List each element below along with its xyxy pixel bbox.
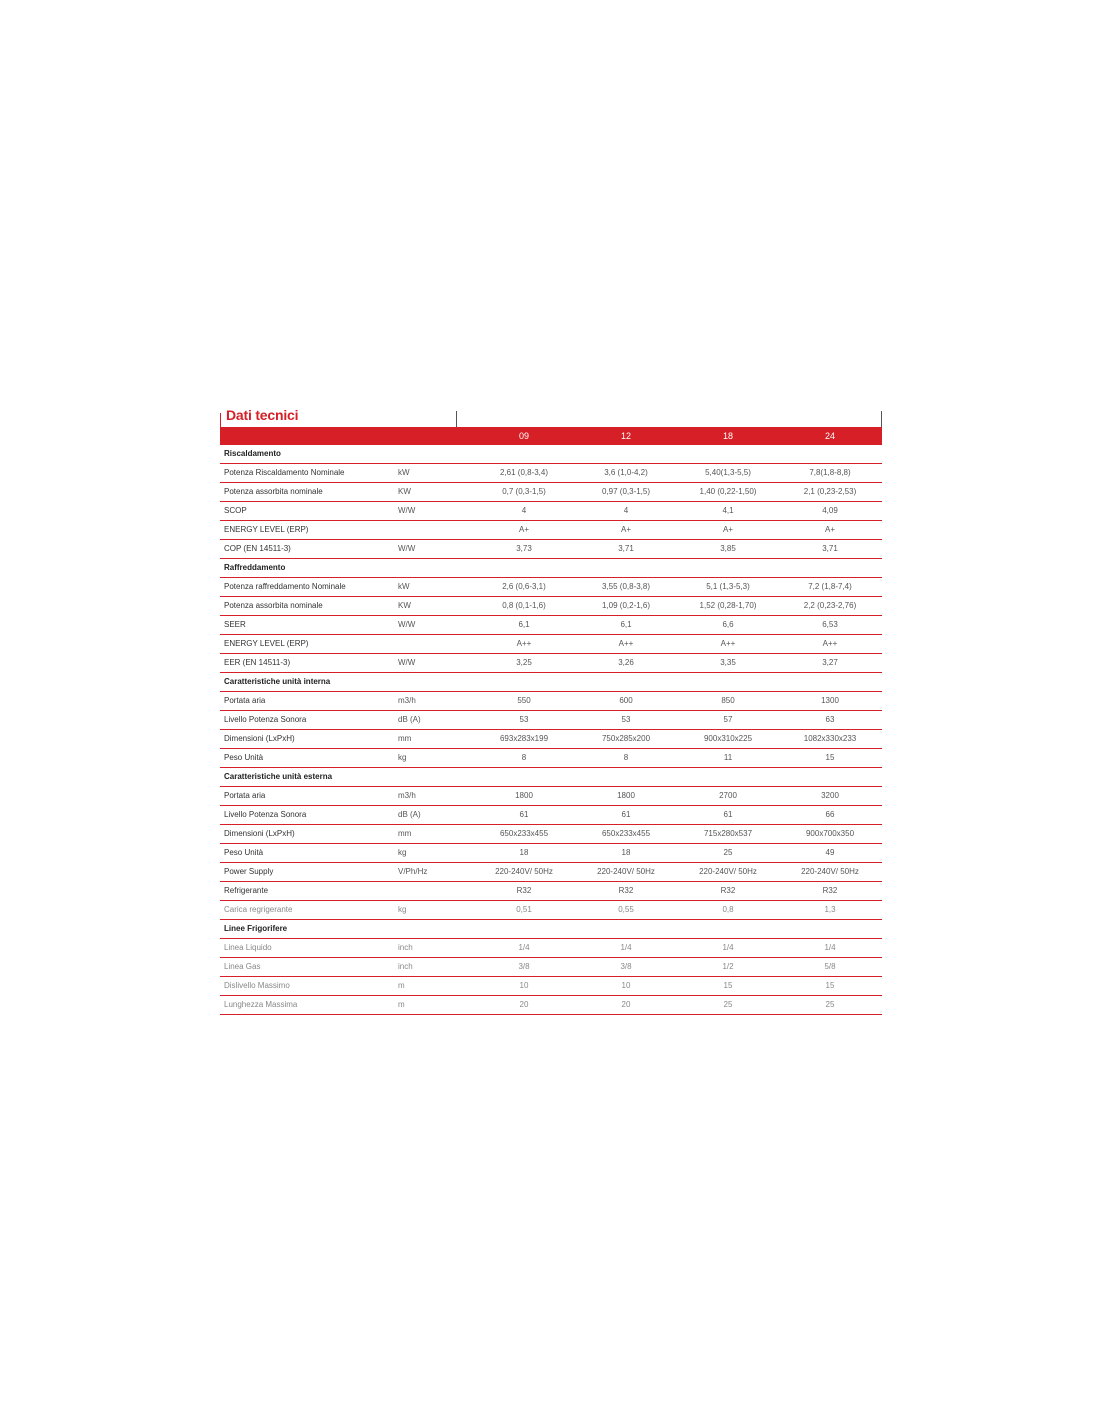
table-row [220,844,882,863]
row-value-18: 6,6 [722,620,734,629]
row-label: Riscaldamento [224,449,281,458]
row-value-09: 693x283x199 [499,734,549,743]
row-value-12: 650x233x455 [601,829,651,838]
row-value-18: 15 [723,981,733,990]
row-value-24: A+ [824,525,835,534]
section-header-row [220,559,882,578]
row-value-12: 220-240V/ 50Hz [597,867,655,876]
row-value-18: 2700 [719,791,737,800]
row-label: COP (EN 14511-3) [224,544,291,553]
row-label: Livello Potenza Sonora [224,715,307,724]
row-value-12: 8 [623,753,629,762]
table-row [220,863,882,882]
row-value-12: 3,55 (0,8-3,8) [601,582,651,591]
table-row [220,787,882,806]
row-label: SEER [224,620,246,629]
section-header-row [220,445,882,464]
row-label: Peso Unità [224,753,264,762]
row-value-18: 1/4 [722,943,734,952]
model-header-18: 18 [722,431,733,441]
row-value-09: R32 [516,886,532,895]
row-value-24: 1300 [821,696,839,705]
row-value-12: A+ [620,525,631,534]
row-value-09: 4 [521,506,527,515]
table-row [220,958,882,977]
row-unit: mm [398,829,412,838]
row-unit: kW [398,582,410,591]
row-value-24: 66 [825,810,835,819]
row-value-24: 49 [825,848,835,857]
section-header-row [220,920,882,939]
row-value-18: R32 [720,886,736,895]
row-value-12: 61 [621,810,631,819]
row-label: Potenza Riscaldamento Nominale [224,468,345,477]
row-value-09: 550 [517,696,531,705]
row-value-12: 1800 [617,791,635,800]
page-title: Dati tecnici [226,407,299,423]
row-value-24: A++ [822,639,838,648]
row-value-18: A++ [720,639,736,648]
row-label: Linea Gas [224,962,261,971]
row-value-18: 900x310x225 [703,734,753,743]
row-unit: kg [398,753,407,762]
row-unit: m3/h [398,791,416,800]
row-value-12: 600 [619,696,633,705]
row-unit: m3/h [398,696,416,705]
table-row [220,578,882,597]
row-value-12: 0,55 [618,905,634,914]
row-label: Peso Unità [224,848,264,857]
row-value-24: 2,2 (0,23-2,76) [803,601,857,610]
row-value-24: 7,8(1,8-8,8) [809,468,851,477]
row-unit: W/W [398,506,416,515]
table-row [220,749,882,768]
row-value-09: 3,73 [516,544,532,553]
row-value-09: 1/4 [518,943,530,952]
row-value-12: 6,1 [620,620,632,629]
row-value-09: 1800 [515,791,533,800]
table-row [220,901,882,920]
row-value-12: 3/8 [620,962,632,971]
row-value-24: 220-240V/ 50Hz [801,867,859,876]
row-value-18: 25 [723,848,733,857]
table-row [220,882,882,901]
section-header-row [220,768,882,787]
row-label: Lunghezza Massima [224,1000,298,1009]
title-row [220,405,882,427]
row-value-18: 1,52 (0,28-1,70) [699,601,757,610]
table-row [220,692,882,711]
row-unit: dB (A) [398,715,421,724]
row-unit: dB (A) [398,810,421,819]
table-row [220,502,882,521]
model-header-09: 09 [518,431,529,441]
title-bracket-left [220,413,221,427]
table-row [220,939,882,958]
row-value-12: 0,97 (0,3-1,5) [601,487,651,496]
row-label: Linea Liquido [224,943,272,952]
row-label: Raffreddamento [224,563,286,572]
row-value-09: 3,25 [516,658,532,667]
row-label: Linee Frigorifere [224,924,288,933]
row-label: Dislivello Massimo [224,981,290,990]
row-unit: mm [398,734,412,743]
row-value-12: 10 [621,981,631,990]
table-row [220,806,882,825]
row-value-24: 1/4 [824,943,836,952]
row-value-09: 6,1 [518,620,530,629]
row-unit: m [398,1000,405,1009]
row-value-09: 650x233x455 [499,829,549,838]
row-unit: W/W [398,620,416,629]
table-row [220,977,882,996]
row-value-24: 1082x330x233 [803,734,857,743]
table-row [220,825,882,844]
row-value-24: 7,2 (1,8-7,4) [808,582,852,591]
row-value-24: 1,3 [824,905,836,914]
model-header-24: 24 [824,431,835,441]
title-bracket-right [881,411,882,427]
row-unit: W/W [398,544,416,553]
table-row [220,996,882,1015]
table-row [220,483,882,502]
row-value-24: 3,27 [822,658,838,667]
row-value-24: 900x700x350 [805,829,855,838]
table-row [220,597,882,616]
row-value-18: 850 [721,696,735,705]
table-row [220,635,882,654]
row-value-18: A+ [722,525,733,534]
row-unit: kW [398,468,410,477]
row-value-12: A++ [618,639,634,648]
row-value-12: 18 [621,848,631,857]
row-value-09: 2,6 (0,6-3,1) [502,582,546,591]
row-unit: W/W [398,658,416,667]
row-value-09: 10 [519,981,529,990]
row-value-09: 0,8 (0,1-1,6) [502,601,546,610]
row-unit: KW [398,487,411,496]
row-unit: m [398,981,405,990]
row-value-12: 53 [621,715,631,724]
row-value-18: 5,1 (1,3-5,3) [706,582,750,591]
row-value-24: 4,09 [822,506,838,515]
row-label: Potenza assorbita nominale [224,601,323,610]
table-row [220,730,882,749]
row-value-24: 2,1 (0,23-2,53) [803,487,857,496]
model-header-12: 12 [620,431,631,441]
row-value-24: 5/8 [824,962,836,971]
row-value-18: 25 [723,1000,733,1009]
tech-data-table [220,405,882,1015]
row-value-18: 11 [723,753,733,762]
row-value-18: 5,40(1,3-5,5) [705,468,751,477]
row-value-24: R32 [822,886,838,895]
row-value-09: 8 [521,753,527,762]
row-value-09: 18 [519,848,529,857]
row-value-09: 2,61 (0,8-3,4) [499,468,549,477]
row-unit: KW [398,601,411,610]
row-unit: kg [398,848,407,857]
row-value-12: 3,71 [618,544,634,553]
row-value-18: 4,1 [722,506,734,515]
row-value-24: 3200 [821,791,839,800]
row-label: Caratteristiche unità interna [224,677,331,686]
row-value-12: R32 [618,886,634,895]
row-value-18: 0,8 [722,905,734,914]
row-value-18: 57 [723,715,733,724]
row-value-12: 3,26 [618,658,634,667]
row-value-12: 3,6 (1,0-4,2) [604,468,648,477]
row-value-18: 1/2 [722,962,734,971]
row-value-18: 3,85 [720,544,736,553]
row-label: Caratteristiche unità esterna [224,772,333,781]
row-label: Livello Potenza Sonora [224,810,307,819]
model-header-band [220,427,882,445]
row-value-09: 61 [519,810,529,819]
row-value-12: 4 [623,506,629,515]
row-value-09: A+ [518,525,529,534]
row-label: SCOP [224,506,247,515]
row-value-09: 20 [519,1000,529,1009]
row-value-09: 3/8 [518,962,530,971]
row-label: Dimensioni (LxPxH) [224,734,295,743]
row-label: ENERGY LEVEL (ERP) [224,639,309,648]
row-value-24: 63 [825,715,835,724]
table-row [220,711,882,730]
table-row [220,464,882,483]
row-unit: inch [398,943,413,952]
row-value-09: 0,51 [516,905,532,914]
row-value-24: 6,53 [822,620,838,629]
row-label: Potenza assorbita nominale [224,487,323,496]
row-value-18: 1,40 (0,22-1,50) [699,487,757,496]
row-label: ENERGY LEVEL (ERP) [224,525,309,534]
row-value-24: 15 [825,981,835,990]
table-row [220,616,882,635]
row-value-18: 220-240V/ 50Hz [699,867,757,876]
row-label: Refrigerante [224,886,269,895]
row-value-12: 1/4 [620,943,632,952]
row-value-09: A++ [516,639,532,648]
row-value-24: 15 [825,753,835,762]
row-value-09: 0,7 (0,3-1,5) [502,487,546,496]
table-row [220,521,882,540]
row-value-12: 750x285x200 [601,734,651,743]
table-body [220,445,882,1015]
row-unit: V/Ph/Hz [398,867,428,876]
row-label: Dimensioni (LxPxH) [224,829,295,838]
row-label: Portata aria [224,791,266,800]
row-label: Carica regrigerante [224,905,293,914]
row-value-12: 1,09 (0,2-1,6) [601,601,651,610]
row-value-09: 220-240V/ 50Hz [495,867,553,876]
row-label: Power Supply [224,867,274,876]
row-value-09: 53 [519,715,529,724]
row-unit: inch [398,962,413,971]
row-value-18: 3,35 [720,658,736,667]
table-row [220,654,882,673]
row-value-24: 3,71 [822,544,838,553]
row-value-18: 715x280x537 [703,829,753,838]
row-label: Potenza raffreddamento Nominale [224,582,346,591]
row-label: Portata aria [224,696,266,705]
section-header-row [220,673,882,692]
table-row [220,540,882,559]
row-value-18: 61 [723,810,733,819]
title-divider [456,411,457,427]
row-label: EER (EN 14511-3) [224,658,291,667]
row-value-12: 20 [621,1000,631,1009]
row-unit: kg [398,905,407,914]
row-value-24: 25 [825,1000,835,1009]
